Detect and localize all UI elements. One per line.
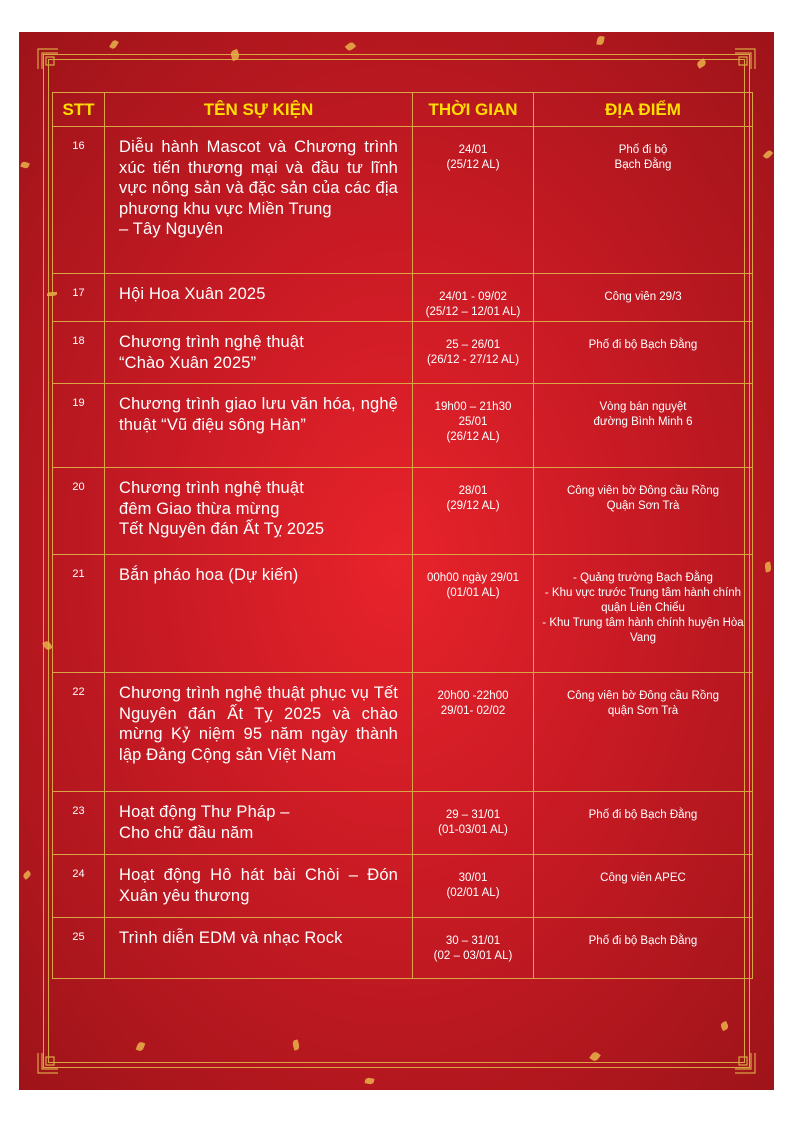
petal-decoration bbox=[764, 562, 772, 573]
corner-ornament-icon bbox=[734, 1052, 756, 1074]
event-time bbox=[413, 274, 534, 322]
event-time-text: 19h00 – 21h30 25/01 (26/12 AL) bbox=[434, 401, 512, 443]
event-time-text: 24/01 (25/12 AL) bbox=[446, 144, 500, 171]
event-name bbox=[105, 792, 413, 855]
events-table bbox=[52, 92, 753, 979]
event-time-text: 24/01 - 09/02 (25/12 – 12/01 AL) bbox=[425, 291, 521, 318]
poster-background bbox=[19, 32, 774, 1090]
event-location-text: Vòng bán nguyệt đường Bình Minh 6 bbox=[593, 401, 693, 428]
table-row bbox=[53, 384, 753, 468]
row-number bbox=[53, 855, 105, 918]
table-row bbox=[53, 918, 753, 979]
event-location bbox=[534, 322, 753, 384]
table-row bbox=[53, 322, 753, 384]
event-name bbox=[105, 555, 413, 673]
event-location-text: Công viên bờ Đông cầu Rồng Quận Sơn Trà bbox=[566, 485, 720, 512]
event-location-text: - Quảng trường Bạch Đằng - Khu vực trước Trung tâm hành chính quận Liên Chiểu - Khu Trung tâm hành chính huyện Hòa Vang bbox=[542, 572, 744, 644]
event-name-text: Diễu hành Mascot và Chương trình xúc tiến thương mại và đầu tư lĩnh vực nông sản và đặc sản của các địa phương khu vực Miền Trung – Tây Nguyên bbox=[119, 138, 398, 238]
petal-decoration bbox=[763, 149, 773, 160]
event-location bbox=[534, 555, 753, 673]
table-row bbox=[53, 555, 753, 673]
row-number-text: 25 bbox=[72, 931, 85, 943]
event-time bbox=[413, 322, 534, 384]
petal-decoration bbox=[345, 41, 356, 52]
event-location-text: Công viên APEC bbox=[600, 872, 686, 884]
table-row bbox=[53, 127, 753, 274]
event-name bbox=[105, 673, 413, 792]
event-time-text: 30/01 (02/01 AL) bbox=[446, 872, 500, 899]
row-number-text: 23 bbox=[72, 805, 85, 817]
row-number-text: 24 bbox=[72, 868, 85, 880]
row-number-text: 16 bbox=[72, 140, 85, 152]
event-name bbox=[105, 855, 413, 918]
event-name-text: Hoạt động Hô hát bài Chòi – Đón Xuân yêu thương bbox=[119, 866, 398, 905]
event-location-text: Công viên bờ Đông cầu Rồng quận Sơn Trà bbox=[566, 690, 720, 717]
petal-decoration bbox=[109, 39, 119, 50]
petal-decoration bbox=[20, 161, 30, 169]
table-row bbox=[53, 855, 753, 918]
event-location-text: Phố đi bộ Bạch Đằng bbox=[614, 144, 672, 171]
corner-ornament-icon bbox=[37, 1052, 59, 1074]
row-number bbox=[53, 274, 105, 322]
event-name-text: Chương trình giao lưu văn hóa, nghệ thuật “Vũ điệu sông Hàn” bbox=[119, 395, 398, 434]
header-location: ĐỊA ĐIỂM bbox=[534, 93, 753, 127]
event-location bbox=[534, 127, 753, 274]
table-row bbox=[53, 468, 753, 555]
row-number bbox=[53, 792, 105, 855]
row-number bbox=[53, 322, 105, 384]
event-name-text: Hội Hoa Xuân 2025 bbox=[119, 285, 266, 303]
event-name-text: Chương trình nghệ thuật “Chào Xuân 2025” bbox=[119, 333, 304, 372]
row-number-text: 19 bbox=[72, 397, 85, 409]
row-number bbox=[53, 468, 105, 555]
row-number-text: 17 bbox=[72, 287, 85, 299]
event-time-text: 30 – 31/01 (02 – 03/01 AL) bbox=[433, 935, 513, 962]
header-time: THỜI GIAN bbox=[413, 93, 534, 127]
event-name-text: Chương trình nghệ thuật đêm Giao thừa mừng Tết Nguyên đán Ất Tỵ 2025 bbox=[119, 479, 325, 538]
row-number bbox=[53, 673, 105, 792]
event-time-text: 00h00 ngày 29/01 (01/01 AL) bbox=[426, 572, 520, 599]
event-location bbox=[534, 673, 753, 792]
event-time bbox=[413, 792, 534, 855]
row-number-text: 21 bbox=[72, 568, 85, 580]
event-location-text: Phố đi bộ Bạch Đằng bbox=[588, 809, 698, 821]
row-number-text: 18 bbox=[72, 335, 85, 347]
event-name-text: Hoạt động Thư Pháp – Cho chữ đầu năm bbox=[119, 803, 290, 842]
event-location-text: Công viên 29/3 bbox=[604, 291, 682, 303]
event-time-text: 20h00 -22h00 29/01- 02/02 bbox=[437, 690, 509, 717]
event-time bbox=[413, 127, 534, 274]
event-name bbox=[105, 274, 413, 322]
event-time bbox=[413, 555, 534, 673]
petal-decoration bbox=[22, 870, 32, 880]
event-location bbox=[534, 468, 753, 555]
event-name bbox=[105, 127, 413, 274]
event-time-text: 29 – 31/01 (01-03/01 AL) bbox=[438, 809, 508, 836]
table-row bbox=[53, 274, 753, 322]
event-location bbox=[534, 384, 753, 468]
event-time bbox=[413, 918, 534, 979]
event-name bbox=[105, 918, 413, 979]
event-name-text: Trình diễn EDM và nhạc Rock bbox=[119, 929, 343, 947]
header-stt: STT bbox=[53, 93, 105, 127]
event-location-text: Phố đi bộ Bạch Đằng bbox=[588, 935, 698, 947]
event-time bbox=[413, 468, 534, 555]
event-location bbox=[534, 855, 753, 918]
petal-decoration bbox=[365, 1077, 375, 1084]
event-location bbox=[534, 918, 753, 979]
event-time bbox=[413, 384, 534, 468]
event-time bbox=[413, 855, 534, 918]
header-event-name: TÊN SỰ KIỆN bbox=[105, 93, 413, 127]
event-name bbox=[105, 384, 413, 468]
table-row bbox=[53, 673, 753, 792]
event-time-text: 28/01 (29/12 AL) bbox=[446, 485, 500, 512]
event-location bbox=[534, 792, 753, 855]
event-name bbox=[105, 468, 413, 555]
row-number-text: 22 bbox=[72, 686, 85, 698]
row-number bbox=[53, 127, 105, 274]
table-row bbox=[53, 792, 753, 855]
event-location-text: Phố đi bộ Bạch Đằng bbox=[588, 339, 698, 351]
petal-decoration bbox=[596, 35, 604, 45]
event-location bbox=[534, 274, 753, 322]
corner-ornament-icon bbox=[734, 48, 756, 70]
row-number bbox=[53, 918, 105, 979]
row-number bbox=[53, 555, 105, 673]
event-name bbox=[105, 322, 413, 384]
event-name-text: Chương trình nghệ thuật phục vụ Tết Nguyên đán Ất Tỵ 2025 và chào mừng Kỷ niệm 95 năm ngày thành lập Đảng Cộng sản Việt Nam bbox=[119, 684, 398, 764]
row-number-text: 20 bbox=[72, 481, 85, 493]
table-header-row bbox=[53, 93, 753, 127]
event-time-text: 25 – 26/01 (26/12 - 27/12 AL) bbox=[426, 339, 520, 366]
event-time bbox=[413, 673, 534, 792]
row-number bbox=[53, 384, 105, 468]
event-name-text: Bắn pháo hoa (Dự kiến) bbox=[119, 566, 299, 584]
corner-ornament-icon bbox=[37, 48, 59, 70]
